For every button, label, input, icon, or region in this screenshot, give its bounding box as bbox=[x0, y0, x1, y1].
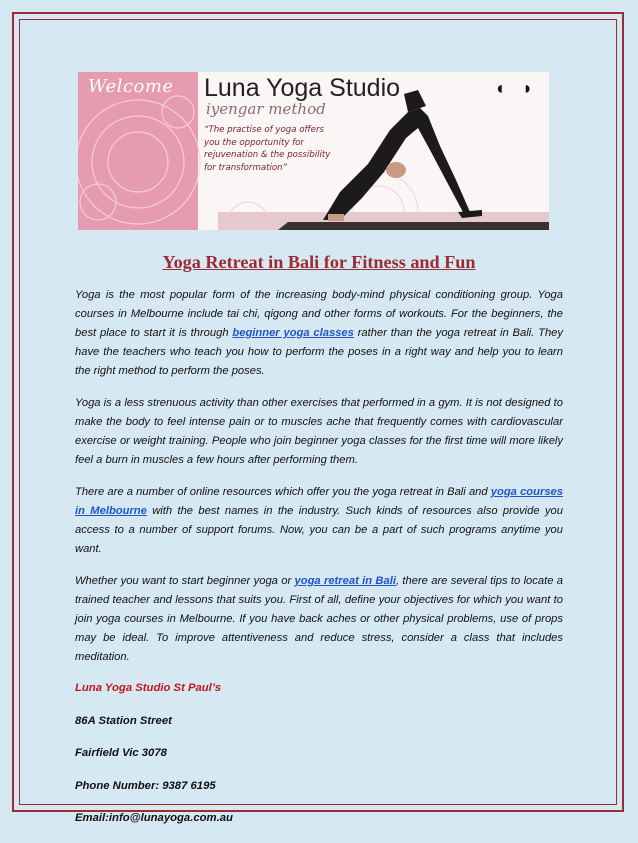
contact-studio-name: Luna Yoga Studio St Paul’s bbox=[75, 682, 222, 694]
banner-quote: “The practise of yoga offers you the opportunity for rejuvenation & the possibility for transformation” bbox=[204, 125, 331, 173]
paragraph-3: There are a number of online resources which offer you the yoga retreat in Bali and yoga courses in Melbourne with the best names in the industry. Such kinds of resources also provide you access to a number of support forums. Now, you can be a part of such programs anytime you want. bbox=[75, 486, 563, 555]
contact-email: Email:info@lunayoga.com.au bbox=[75, 812, 233, 824]
method-subtitle: iyengar method bbox=[206, 100, 326, 118]
contact-phone: Phone Number: 9387 6195 bbox=[75, 779, 216, 792]
header-banner bbox=[78, 72, 549, 230]
moon-phases-icon: ◖ ◗ bbox=[494, 78, 539, 98]
yoga-retreat-bali-link[interactable]: yoga retreat in Bali bbox=[294, 575, 396, 587]
contact-street: 86A Station Street bbox=[75, 714, 172, 727]
article-body bbox=[75, 252, 563, 843]
contact-suburb: Fairfield Vic 3078 bbox=[75, 747, 167, 759]
paragraph-1: Yoga is the most popular form of the increasing body-mind physical conditioning group. Yoga courses in Melbourne include tai chi, qigong and other forms of workouts. For the beginners, the best place to start it is through beginner yoga classes rather than the yoga retreat in Bali. They have the teachers who teach you how to perform the poses in a right way and help you to learn the right method to perform the poses. bbox=[75, 289, 563, 377]
article-title: Yoga Retreat in Bali for Fitness and Fun bbox=[162, 252, 476, 272]
yoga-courses-melbourne-link[interactable]: yoga courses in Melbourne bbox=[75, 486, 563, 517]
paragraph-4: Whether you want to start beginner yoga or yoga retreat in Bali, there are several tips to locate a trained teacher and lessons that suits you. First of all, define your objectives for which you want to join yoga courses in Melbourne. If you have back aches or other physical problems, use of props may be ideal. To improve attentiveness and reduce stress, consider a class that includes meditation. bbox=[75, 575, 563, 663]
beginner-yoga-classes-link[interactable]: beginner yoga classes bbox=[232, 327, 354, 339]
studio-title: Luna Yoga Studio bbox=[204, 74, 401, 102]
paragraph-2: Yoga is a less strenuous activity than other exercises that performed in a gym. It is not designed to make the body to feel intense pain or to muscles ache that frequently comes with cardiovascular exercise or weight training. People who join beginner yoga classes for the first time will more likely feel a burn in muscles a few hours after performing them. bbox=[75, 397, 563, 466]
welcome-text: Welcome bbox=[88, 76, 174, 97]
